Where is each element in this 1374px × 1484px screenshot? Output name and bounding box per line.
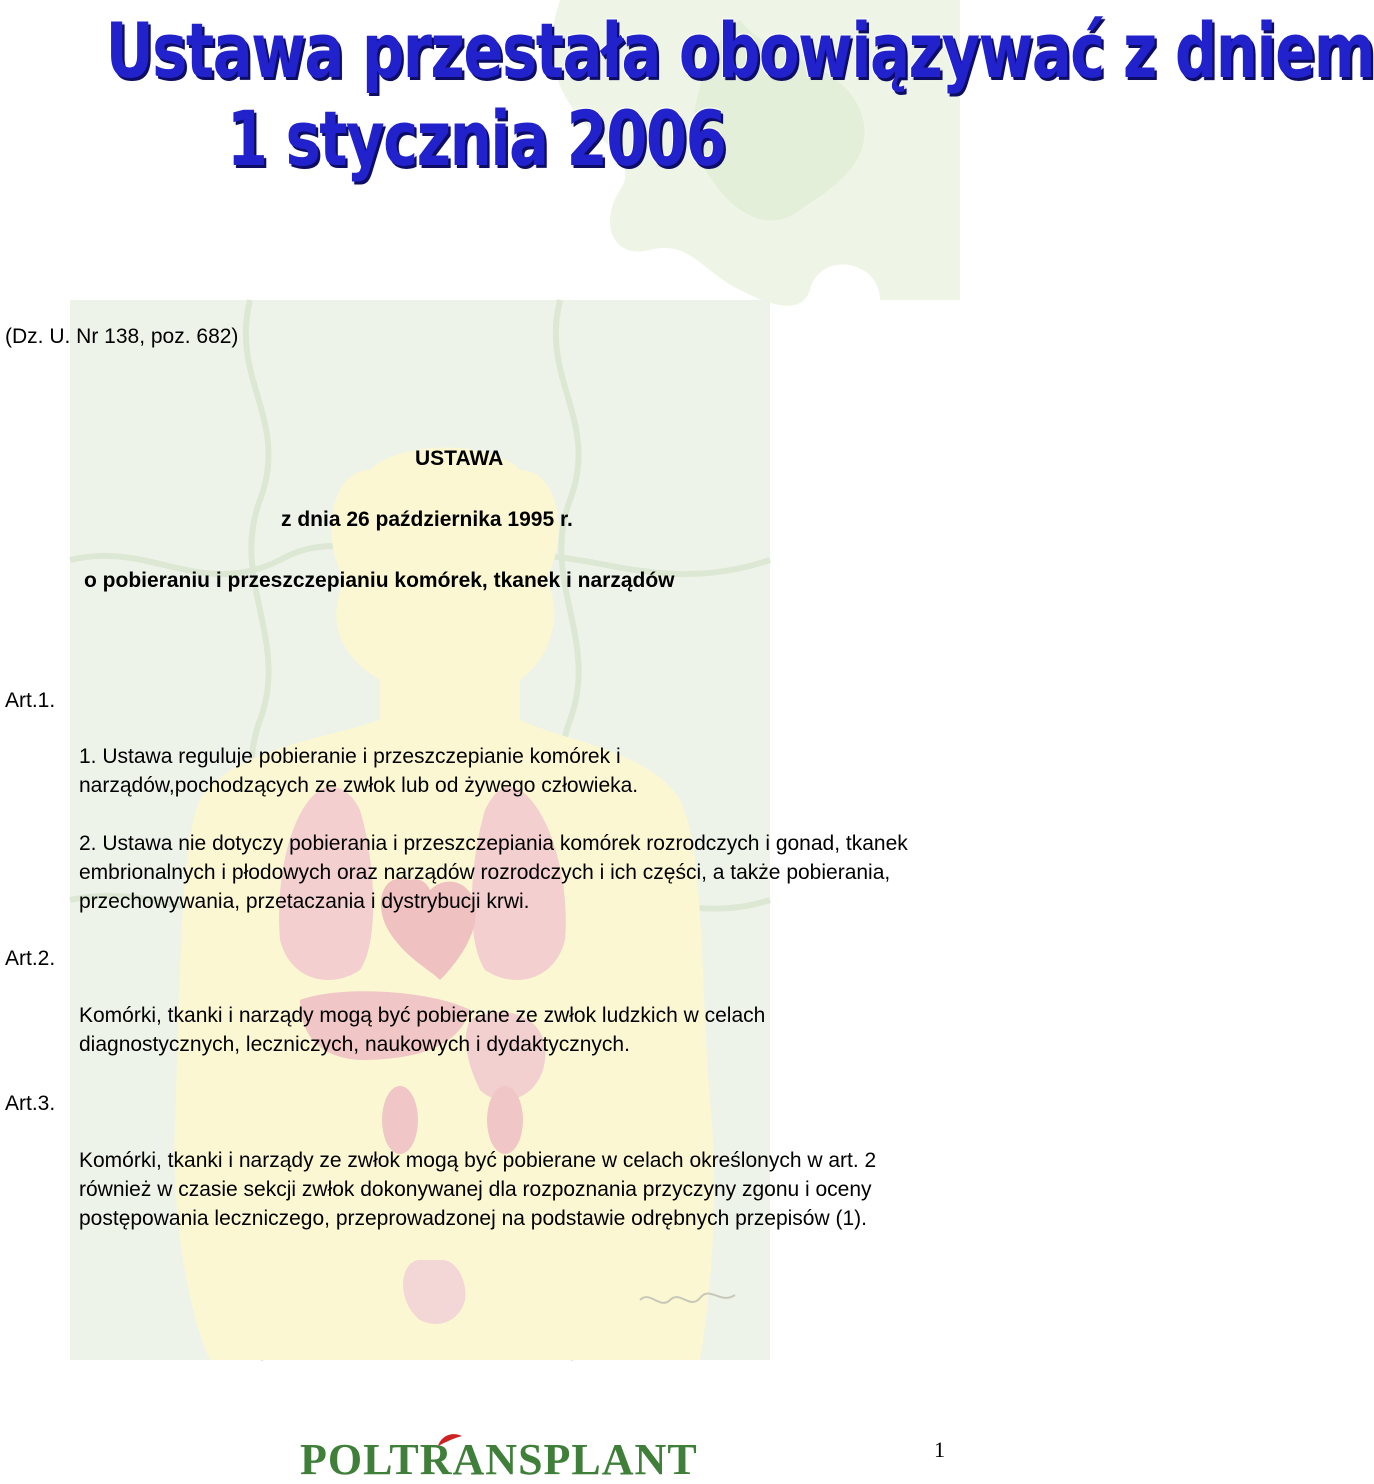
act-subject: o pobieraniu i przeszczepianiu komórek, tkanek i narządów	[84, 569, 675, 592]
banner-headline-line1: Ustawa przestała obowiązywać z dniem	[105, 6, 1374, 95]
journal-reference: (Dz. U. Nr 138, poz. 682)	[5, 325, 239, 348]
article-1-paragraph-2: 2. Ustawa nie dotyczy pobierania i przeszczepiania komórek rozrodczych i gonad, tkanek embrionalnych i płodowych oraz narządów rozrodczych i ich części, a także pobierania, przechowywania, przetaczania i dystrybucji krwi.	[79, 832, 908, 913]
article-2-paragraph: Komórki, tkanki i narządy mogą być pobierane ze zwłok ludzkich w celach diagnostycznych, leczniczych, naukowych i dydaktycznych.	[79, 1004, 766, 1056]
page-number: 1	[934, 1437, 945, 1462]
article-1-paragraph-1: 1. Ustawa reguluje pobieranie i przeszczepianie komórek i narządów,pochodzących ze zwłok lub od żywego człowieka.	[79, 745, 639, 797]
left-kidney	[382, 1086, 418, 1154]
logo-leaf-icon	[436, 1432, 464, 1448]
article-3-paragraph: Komórki, tkanki i narządy ze zwłok mogą być pobierane w celach określonych w art. 2 również w czasie sekcji zwłok dokonywanej dla rozpoznania przyczyny zgonu i oceny postępowania leczniczego, przeprowadzonej na podstawie odrębnych przepisów (1).	[79, 1149, 877, 1230]
act-title: USTAWA	[415, 447, 504, 470]
article-2-label: Art.2.	[5, 947, 56, 970]
act-date: z dnia 26 października 1995 r.	[281, 508, 573, 531]
poltransplant-logo: POLTRANSPLANT	[300, 1435, 698, 1484]
right-kidney	[487, 1086, 523, 1154]
article-1-label: Art.1.	[5, 689, 56, 712]
article-3-label: Art.3.	[5, 1092, 56, 1115]
banner-headline-line2: 1 stycznia 2006	[226, 94, 726, 183]
